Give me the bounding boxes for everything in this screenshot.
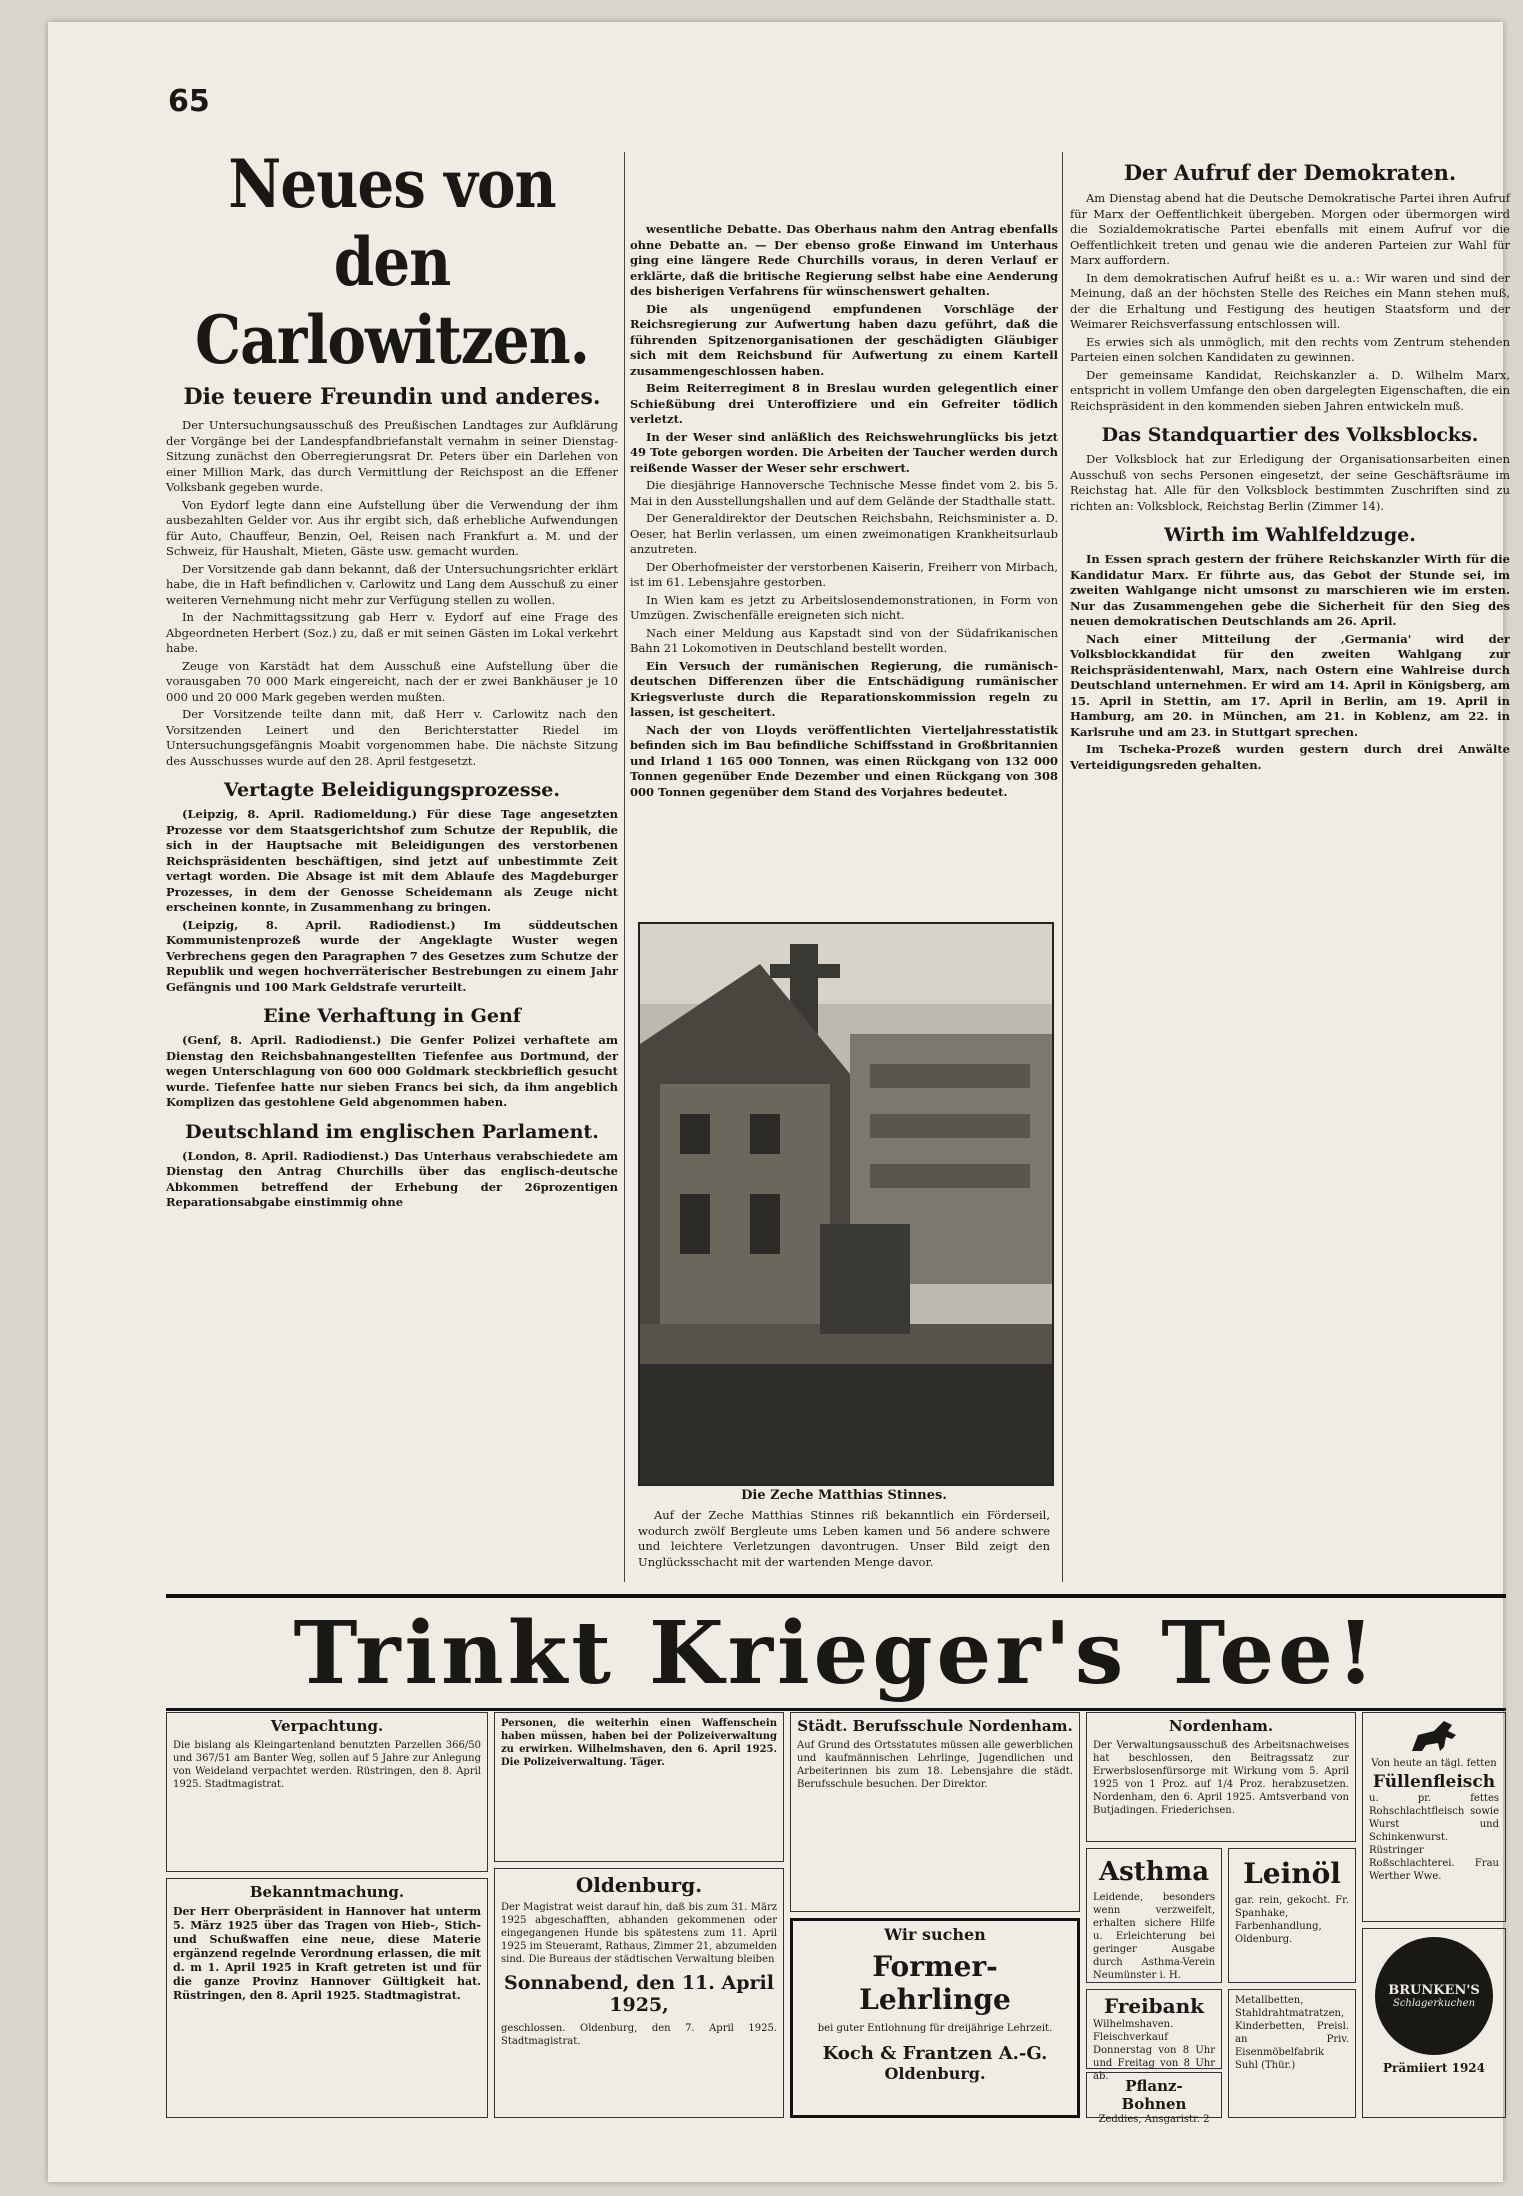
ad-freibank	[1086, 1989, 1222, 2082]
paragraph: Nach einer Mitteilung der ‚Germania' wird der Volksblockkandidat für den zweiten Wahlgang zur Reichspräsidentenwahl, Marx, nach Ostern eine Wahlreise durch Deutschland unternehmen. Er wird am 14. April in Königsberg, am 15. April in Stettin, am 17. April in Berlin, am 19. April in Hamburg, am 20. in München, am 21. in Koblenz, am 22. in Karlsruhe und am 23. in Stuttgart sprechen.	[1070, 631, 1510, 739]
ad-big: Asthma	[1098, 1857, 1210, 1887]
photo-caption: Die Zeche Matthias Stinnes.	[741, 1488, 947, 1503]
ad-fuellenfleisch	[1362, 1712, 1506, 1922]
brunken-seal-icon	[1375, 1937, 1493, 2055]
seal-sub: Schlagerkuchen	[1392, 1998, 1476, 2009]
ad-award: Prämiiert 1924	[1382, 2061, 1485, 2075]
section-heading: Eine Verhaftung in Genf	[263, 1005, 521, 1027]
ad-verpachtung	[166, 1712, 488, 1872]
banner-text: Trinkt Krieger's Tee!	[293, 1602, 1379, 1704]
photo-illustration	[640, 924, 1052, 1484]
ad-text: Wilhelmshaven. Fleischverkauf Donnerstag von 8 Uhr und Freitag von 8 Uhr ab.	[1093, 2019, 1215, 2082]
paragraph: In Essen sprach gestern der frühere Reichskanzler Wirth für die Kandidatur Marx. Er führte aus, das Gebot der Stunde sei, im zweiten Wahlgange nicht umsonst zu marschieren wie im ersten. Nur das Zusammengehen gebe die Sicherheit für den Sieg des neuen demokratischen Deutschlands am 26. April.	[1070, 552, 1510, 628]
ad-text: Der Herr Oberpräsident in Hannover hat unterm 5. März 1925 über das Tragen von Hieb-, Stich- und Schußwaffen eine neue, diese Materie ergänzend regelnde Verordnung erlassen, die mit d. m 1. April 1925 in Kraft getreten ist und für die ganze Provinz Hannover Gültigkeit hat. Rüstringen, den 8. April 1925. Stadtmagistrat.	[173, 1905, 481, 2002]
paragraph: In der Weser sind anläßlich des Reichswehrunglücks bis jetzt 49 Tote geborgen worden. Die Arbeiten der Taucher werden durch reißende Wasser der Weser sehr erschwert.	[630, 429, 1058, 475]
ad-big: Pflanz-Bohnen	[1121, 2077, 1187, 2113]
ad-oldenburg	[494, 1868, 784, 2118]
paragraph: Nach der von Lloyds veröffentlichten Vierteljahresstatistik befinden sich im Bau befindliche Schiffsstand in Großbritannien und Irland 1 165 000 Tonnen, was einen Rückgang von 132 000 Tonnen gegenüber Ende Dezember und einen Rückgang von 308 000 Tonnen gegenüber dem Stand des Vorjahres bedeutet.	[630, 722, 1058, 799]
paragraph: Ein Versuch der rumänischen Regierung, die rumänisch-deutschen Differenzen über die Entschädigung rumänischer Kriegsverluste durch die Reparationskommission regeln zu lassen, ist gescheitert.	[630, 658, 1058, 719]
ad-heading: Nordenham.	[1168, 1717, 1274, 1735]
ad-big: Leinöl	[1243, 1857, 1341, 1890]
paragraph: Im Tscheka-Prozeß wurden gestern durch drei Anwälte Verteidigungsreden gehalten.	[1070, 742, 1510, 772]
ad-pflanzbohnen	[1086, 2072, 1222, 2125]
news-column	[630, 222, 1058, 922]
section-heading: Wirth im Wahlfeldzuge.	[1164, 524, 1416, 546]
section-heading: Der Aufruf der Demokraten.	[1123, 160, 1457, 185]
section-heading: Deutschland im englischen Parlament.	[185, 1120, 599, 1143]
ad-text: Zeddies, Ansgaristr. 2	[1098, 2114, 1210, 2125]
newspaper-page	[48, 22, 1510, 2182]
ad-text: Leidende, besonders wenn verzweifelt, erhalten sichere Hilfe u. Erleichterung bei geringer Ausgabe durch Asthma-Verein Neumünster i. H.	[1093, 1892, 1215, 1981]
paragraph: (London, 8. April. Radiodienst.) Das Unterhaus verabschiedete am Dienstag den Antrag Churchills über das englisch-deutsche Abkommen betreffend der Erhebung der 26prozentigen Reparationsabgabe einstimmig ohne	[166, 1148, 618, 1209]
ad-text: Der Magistrat weist darauf hin, daß bis zum 31. März 1925 abgeschafften, abhanden gekommenen oder eingegangenen Hunde bis spätestens zum 11. April 1925 im Steueramt, Rathaus, Zimmer 21, abzumelden sind. Die Bureaus der städtischen Verwaltung bleiben	[501, 1902, 777, 1965]
ad-text: Metallbetten, Stahldrahtmatratzen, Kinderbetten, Preisl. an Priv. Eisenmöbelfabrik Suhl (Thür.)	[1235, 1995, 1349, 2071]
ad-text: u. pr. fettes Rohschlachtfleisch sowie Wurst und Schinkenwurst. Rüstringer Roßschlachterei. Frau Werther Wwe.	[1369, 1793, 1499, 1882]
column-rule	[1062, 152, 1063, 1582]
ad-heading: Verpachtung.	[270, 1717, 384, 1735]
ad-text: geschlossen. Oldenburg, den 7. April 1925. Stadtmagistrat.	[501, 2023, 777, 2047]
paragraph: wesentliche Debatte. Das Oberhaus nahm den Antrag ebenfalls ohne Debatte an. — Der ebenso große Einwand im Unterhaus ging eine längere Rede Churchills voraus, in deren Verlauf er erklärte, daß die britische Regierung selbst habe eine Aenderung des bisherigen Verfahrens für wünschenswert gehalten.	[630, 222, 1058, 298]
paragraph: Am Dienstag abend hat die Deutsche Demokratische Partei ihren Aufruf für Marx der Oeffentlichkeit übergeben. Morgen oder übermorgen wird die Sozialdemokratische Partei ebenfalls mit einem Aufruf vor die Oeffentlichkeit treten und genau wie die anderen Parteien zur Wahl für Marx auffordern.	[1070, 191, 1510, 267]
ad-text: Die bislang als Kleingartenland benutzten Parzellen 366/50 und 367/51 am Banter Weg, sollen auf 5 Jahre zur Anlegung von Weideland verpachtet werden. Rüstringen, den 8. April 1925. Stadtmagistrat.	[173, 1740, 481, 1790]
ad-leinoel	[1228, 1848, 1356, 1983]
page-number: 65	[168, 84, 210, 119]
ad-heading: Städt. Berufsschule Nordenham.	[797, 1717, 1073, 1735]
ad-big: Füllenfleisch	[1372, 1772, 1496, 1792]
paragraph: Der Generaldirektor der Deutschen Reichsbahn, Reichsminister a. D. Oeser, hat Berlin verlassen, um einen zweimonatigen Krankheitsurlaub anzutreten.	[630, 511, 1058, 556]
tea-advertisement-banner	[166, 1594, 1506, 1711]
ad-former-lehrlinge	[790, 1918, 1080, 2118]
paragraph: Der Vorsitzende gab dann bekannt, daß der Untersuchungsrichter erklärt habe, die in Haft befindlichen v. Carlowitz und Lang dem Ausschuß zu einer weiteren Vernehmung nicht mehr zur Verfügung stellen zu wollen.	[166, 561, 618, 607]
ad-heading: Oldenburg.	[575, 1873, 703, 1897]
mine-photo	[638, 922, 1054, 1486]
ad-brunken	[1362, 1928, 1506, 2118]
ad-bekanntmachung	[166, 1878, 488, 2118]
section-heading: Vertagte Beleidigungsprozesse.	[224, 779, 560, 801]
ad-polizei	[494, 1712, 784, 1862]
subheadline: Die teuere Freundin und anderes.	[183, 384, 601, 410]
right-column	[1070, 150, 1510, 1590]
ad-text: bei guter Entlohnung für dreijährige Lehrzeit.	[817, 2023, 1053, 2034]
ad-top: Wir suchen	[884, 1925, 986, 1944]
paragraph: Nach einer Meldung aus Kapstadt sind von der Südafrikanischen Bahn 21 Lokomotiven in Deutschland bestellt worden.	[630, 625, 1058, 655]
ad-big: Freibank	[1103, 1994, 1205, 2018]
ad-berufsschule	[790, 1712, 1080, 1912]
paragraph: Die diesjährige Hannoversche Technische Messe findet vom 2. bis 5. Mai in den Ausstellungshallen und auf dem Gelände der Stadthalle statt.	[630, 478, 1058, 508]
paragraph: Auf der Zeche Matthias Stinnes riß bekanntlich ein Förderseil, wodurch zwölf Bergleute ums Leben kamen und 56 andere schwere und leichtere Verletzungen davontrugen. Unser Bild zeigt den Unglücksschacht mit der wartenden Menge davor.	[638, 1508, 1050, 1569]
company-city: Oldenburg.	[884, 2064, 986, 2083]
ad-heading: Bekanntmachung.	[249, 1883, 405, 1901]
closing-date: Sonnabend, den 11. April 1925,	[504, 1972, 774, 2016]
paragraph: Zeuge von Karstädt hat dem Ausschuß eine Aufstellung über die vorausgaben 70 000 Mark eingereicht, nach der er zwei Bankhäuser je 10 000 und 20 000 Mark gegeben werden mußten.	[166, 658, 618, 704]
ad-nordenham	[1086, 1712, 1356, 1842]
ad-text: Auf Grund des Ortsstatutes müssen alle gewerblichen und kaufmännischen Lehrlinge, Jugendlichen und Arbeiterinnen bis zum 18. Lebensjahre die städt. Berufsschule besuchen. Der Direktor.	[797, 1740, 1073, 1790]
ad-asthma	[1086, 1848, 1222, 1983]
paragraph: Es erwies sich als unmöglich, mit den rechts vom Zentrum stehenden Parteien einen solchen Kandidaten zu gewinnen.	[1070, 334, 1510, 364]
headline: Neues von den Carlowitzen.	[195, 144, 589, 380]
paragraph: Die als ungenügend empfundenen Vorschläge der Reichsregierung zur Aufwertung haben dazu geführt, daß die führenden Spitzenorganisationen der geschädigten Gläubiger sich mit dem Reichsbund für Aufwertung zu einem Kartell zusammengeschlossen haben.	[630, 301, 1058, 378]
paragraph: Der Vorsitzende teilte dann mit, daß Herr v. Carlowitz nach den Vorsitzenden Leinert und den Berichterstatter Riedel im Untersuchungsgefängnis Moabit vorgenommen habe. Die nächste Sitzung des Ausschusses wurde auf den 28. April festgesetzt.	[166, 707, 618, 768]
paragraph: Der Untersuchungsausschuß des Preußischen Landtages zur Aufklärung der Vorgänge bei der Landespfandbriefanstalt vernahm in seiner Dienstag-Sitzung zunächst den Oberregierungsrat Dr. Peters über ein Darlehen von einer Million Mark, das durch Vermittlung der Reichspost an die Effener Volksbank gegeben wurde.	[166, 418, 618, 494]
section-heading: Das Standquartier des Volksblocks.	[1101, 424, 1479, 446]
ad-big: Former-Lehrlinge	[859, 1950, 1011, 2016]
paragraph: In der Nachmittagssitzung gab Herr v. Eydorf auf eine Frage des Abgeordneten Herbert (Soz.) zu, daß er mit seinen Gästen im Lokal verkehrt habe.	[166, 610, 618, 655]
paragraph: (Leipzig, 8. April. Radiomeldung.) Für diese Tage angesetzten Prozesse vor dem Staatsgerichtshof zum Schutze der Republik, die sich in der Hauptsache mit Beleidigungen des verstorbenen Reichspräsidenten beschäftigen, sind jetzt auf unbestimmte Zeit vertagt worden. Die Absage ist mit dem Ablaufe des Magdeburger Prozesses, in dem der Genosse Scheidemann als Zeuge nicht erscheinen konnte, in Zusammenhang zu bringen.	[166, 807, 618, 914]
paragraph: In dem demokratischen Aufruf heißt es u. a.: Wir waren und sind der Meinung, daß an der höchsten Stelle des Reiches ein Mann stehen muß, der die Erhaltung und Festigung des heutigen Staatsform und der Weimarer Reichsverfassung entschlossen will.	[1070, 270, 1510, 331]
company-name: Koch & Frantzen A.-G.	[822, 2043, 1048, 2064]
horse-icon	[1404, 1717, 1464, 1757]
paragraph: Der gemeinsame Kandidat, Reichskanzler a. D. Wilhelm Marx, entspricht in vollem Umfange den oben dargelegten Eigenschaften, die ein Reichspräsident in den kommenden sieben Jahren entwickeln muß.	[1070, 367, 1510, 413]
paragraph: Von Eydorf legte dann eine Aufstellung über die Verwendung der ihm ausbezahlten Gelder vor. Aus ihr ergibt sich, daß erhebliche Aufwendungen für Auto, Chauffeur, Benzin, Oel, Reisen nach Frankfurt a. M. und der Schweiz, für Haushalt, Mieten, Gäste usw. gemacht wurden.	[166, 497, 618, 558]
ad-text: Der Verwaltungsausschuß des Arbeitsnachweises hat beschlossen, den Beitragssatz zur Erwerbslosenfürsorge mit Wirkung vom 5. April 1925 von 1 Proz. auf 1/4 Proz. herabzusetzen. Nordenham, den 6. April 1925. Amtsverband von Butjadingen. Friederichsen.	[1093, 1740, 1349, 1816]
seal-name: BRUNKEN'S	[1388, 1983, 1480, 1998]
ad-metallbetten	[1228, 1989, 1356, 2118]
paragraph: Der Oberhofmeister der verstorbenen Kaiserin, Freiherr von Mirbach, ist im 61. Lebensjahre gestorben.	[630, 559, 1058, 589]
column-rule	[624, 152, 625, 1582]
paragraph: Beim Reiterregiment 8 in Breslau wurden gelegentlich einer Schießübung drei Unteroffiziere und ein Gefreiter tödlich verletzt.	[630, 381, 1058, 426]
ad-text: gar. rein, gekocht. Fr. Spanhake, Farbenhandlung, Oldenburg.	[1235, 1895, 1349, 1945]
photo-text	[638, 1508, 1050, 1572]
paragraph: (Leipzig, 8. April. Radiodienst.) Im süddeutschen Kommunistenprozeß wurde der Angeklagte Wuster wegen Verbrechens gegen den Paragraphen 7 des Gesetzes zum Schutze der Republik und wegen hochverräterischer Bestrebungen zu einem Jahr Gefängnis und 100 Mark Geldstrafe verurteilt.	[166, 917, 618, 994]
main-article	[166, 140, 618, 1580]
ad-text: Von heute an tägl. fetten	[1371, 1758, 1497, 1769]
ad-text: Personen, die weiterhin einen Waffenschein haben müssen, haben bei der Polizeiverwaltung zu erwirken. Wilhelmshaven, den 6. April 1925. Die Polizeiverwaltung. Täger.	[501, 1718, 777, 1768]
paragraph: In Wien kam es jetzt zu Arbeitslosendemonstrationen, in Form von Umzügen. Zwischenfälle ereigneten sich nicht.	[630, 592, 1058, 622]
paragraph: Der Volksblock hat zur Erledigung der Organisationsarbeiten einen Ausschuß von sechs Personen eingesetzt, der seine Geschäftsräume im Reichstag hat. Alle für den Volksblock bestimmten Zuschriften sind zu richten an: Volksblock, Reichstag Berlin (Zimmer 14).	[1070, 452, 1510, 513]
paragraph: (Genf, 8. April. Radiodienst.) Die Genfer Polizei verhaftete am Dienstag den Reichsbahnangestellten Tiefenfee aus Dortmund, der wegen Unterschlagung von 600 000 Goldmark steckbrieflich gesucht wurde. Tiefenfee hatte nur sieben Francs bei sich, da ihm angeblich Komplizen das gestohlene Geld abgenommen haben.	[166, 1033, 618, 1109]
